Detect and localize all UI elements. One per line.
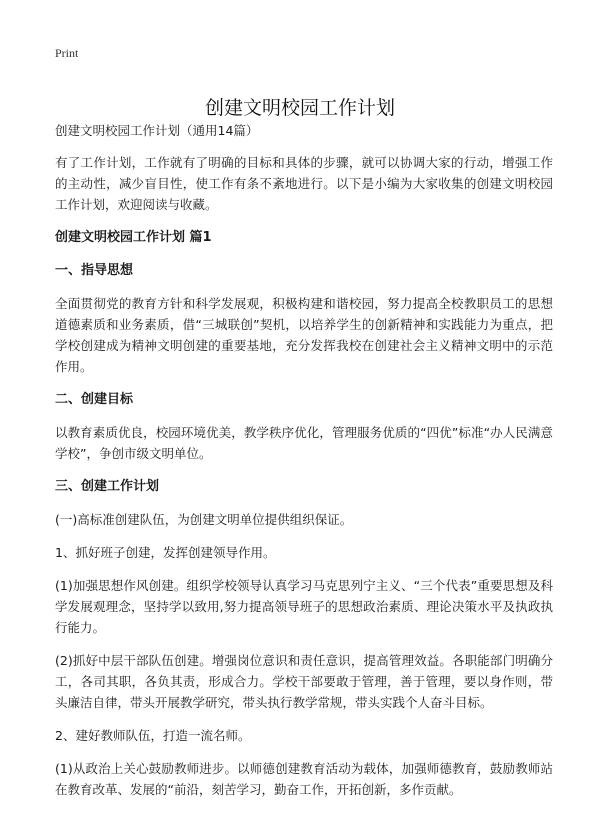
plan-item-team-building: (一)高标准创建队伍，为创建文明单位提供组织保证。	[55, 512, 353, 527]
page-title: 创建文明校园工作计划	[204, 96, 395, 119]
plan-item-middle-cadres: (2)抓好中层干部队伍创建。增强岗位意识和责任意识，提高管理效益。各职能部门明确分工，各司其职，各负其责，形成合力。学校干部要敢于管理，善于管理，要以身作则，带头廉洁自律，带头开展教学研究，带头执行教学常规，带头实践个人奋斗目标。	[55, 653, 553, 710]
section-heading-guiding-ideology: 一、指导思想	[55, 263, 134, 278]
section-paragraph-guiding-ideology: 全面贯彻党的教育方针和科学发展观，积极构建和谐校园，努力提高全校教职员工的思想道德素质和业务素质，借“三城联创”契机，以培养学生的创新精神和实践能力为重点，把学校创建成为精神文明创建的重要基地，充分发挥我校在创建社会主义精神文明中的示范作用。	[55, 296, 553, 374]
plan-item-leadership: 1、抓好班子创建，发挥创建领导作用。	[55, 545, 276, 560]
document-subtitle: 创建文明校园工作计划（通用14篇）	[55, 123, 259, 138]
intro-paragraph: 有了工作计划，工作就有了明确的目标和具体的步骤，就可以协调大家的行动，增强工作的主动性，减少盲目性，使工作有条不紊地进行。以下是小编为大家收集的创建文明校园工作计划，欢迎阅读与收藏。	[55, 155, 553, 212]
plan-item-ideology-style: (1)加强思想作风创建。组织学校领导认真学习马克思列宁主义、“三个代表”重要思想及科学发展观理念，坚持学以致用,努力提高领导班子的思想政治素质、理论决策水平及执政执行能力。	[55, 578, 553, 635]
section-heading-goals: 二、创建目标	[55, 392, 134, 407]
document-body	[55, 120, 553, 812]
section-heading-work-plan: 三、创建工作计划	[55, 479, 160, 494]
article-heading: 创建文明校园工作计划 篇1	[55, 230, 212, 245]
section-paragraph-goals: 以教育素质优良，校园环境优美，教学秩序优化，管理服务优质的“四优”标准“办人民满意学校”，争创市级文明单位。	[55, 425, 553, 461]
plan-item-teacher-team: 2、建好教师队伍，打造一流名师。	[55, 728, 251, 743]
print-label[interactable]: Print	[55, 46, 79, 60]
plan-item-teacher-politics: (1)从政治上关心鼓励教师进步。以师德创建教育活动为载体，加强师德教育，鼓励教师站在教育改革、发展的“前沿，刻苦学习，勤奋工作，开拓创新，多作贡献。	[55, 761, 553, 797]
